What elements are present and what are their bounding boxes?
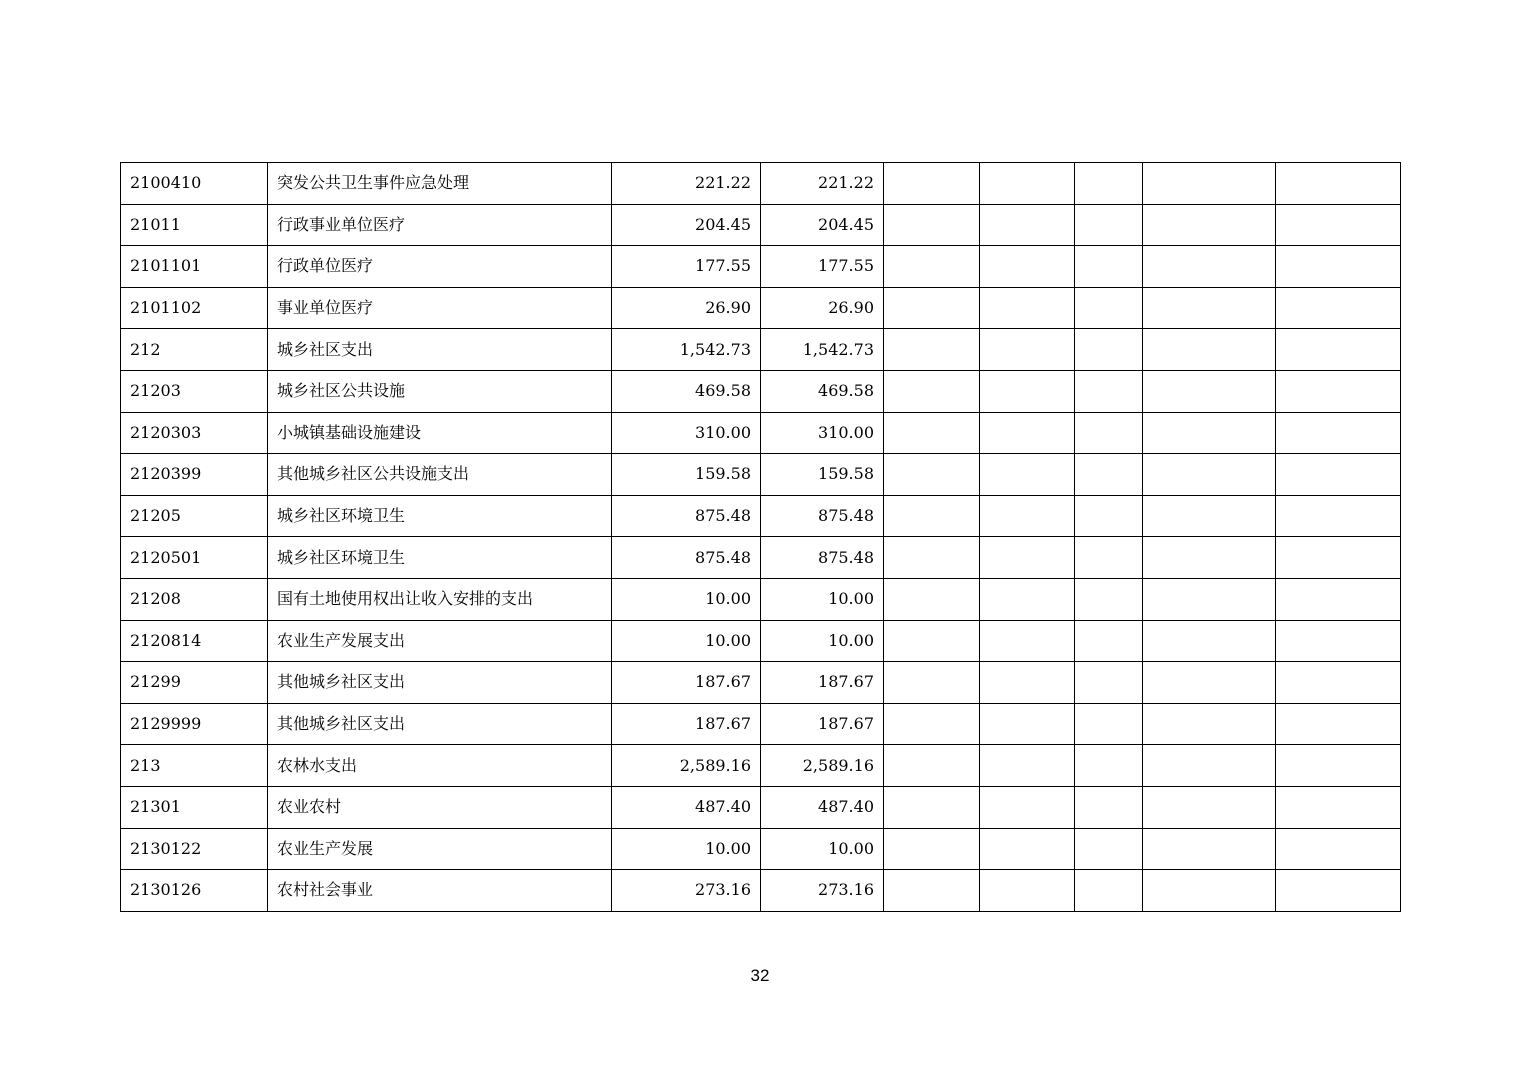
empty-cell — [980, 454, 1075, 496]
total-amount-cell: 204.45 — [612, 204, 761, 246]
subject-name-cell: 城乡社区公共设施 — [268, 370, 612, 412]
empty-cell — [1075, 537, 1143, 579]
empty-cell — [1143, 620, 1276, 662]
table-row — [121, 370, 1401, 412]
empty-cell — [884, 870, 980, 912]
empty-cell — [980, 662, 1075, 704]
empty-cell — [884, 246, 980, 288]
subject-name-cell: 事业单位医疗 — [268, 287, 612, 329]
total-amount-cell: 187.67 — [612, 662, 761, 704]
empty-cell — [980, 163, 1075, 205]
empty-cell — [1075, 163, 1143, 205]
empty-cell — [980, 745, 1075, 787]
subject-code-cell: 2120303 — [121, 412, 268, 454]
subject-name-cell: 城乡社区环境卫生 — [268, 537, 612, 579]
basic-amount-cell: 10.00 — [761, 578, 884, 620]
subject-code-cell: 2101102 — [121, 287, 268, 329]
table-row — [121, 495, 1401, 537]
empty-cell — [1143, 662, 1276, 704]
table-row — [121, 578, 1401, 620]
empty-cell — [1276, 828, 1401, 870]
empty-cell — [980, 703, 1075, 745]
empty-cell — [1276, 329, 1401, 371]
empty-cell — [980, 786, 1075, 828]
subject-name-cell: 农业生产发展 — [268, 828, 612, 870]
empty-cell — [1143, 703, 1276, 745]
empty-cell — [1143, 246, 1276, 288]
empty-cell — [1143, 287, 1276, 329]
subject-name-cell: 农林水支出 — [268, 745, 612, 787]
subject-code-cell: 21301 — [121, 786, 268, 828]
table-row — [121, 703, 1401, 745]
empty-cell — [1075, 745, 1143, 787]
basic-amount-cell: 875.48 — [761, 537, 884, 579]
table-row — [121, 454, 1401, 496]
subject-name-cell: 小城镇基础设施建设 — [268, 412, 612, 454]
empty-cell — [884, 620, 980, 662]
empty-cell — [980, 870, 1075, 912]
empty-cell — [1075, 287, 1143, 329]
table-row — [121, 870, 1401, 912]
subject-code-cell: 2130126 — [121, 870, 268, 912]
empty-cell — [980, 828, 1075, 870]
subject-name-cell: 农业生产发展支出 — [268, 620, 612, 662]
table-row — [121, 246, 1401, 288]
subject-code-cell: 21203 — [121, 370, 268, 412]
basic-amount-cell: 487.40 — [761, 786, 884, 828]
empty-cell — [1075, 828, 1143, 870]
empty-cell — [1143, 537, 1276, 579]
empty-cell — [884, 537, 980, 579]
empty-cell — [884, 495, 980, 537]
empty-cell — [884, 329, 980, 371]
subject-code-cell: 21299 — [121, 662, 268, 704]
total-amount-cell: 1,542.73 — [612, 329, 761, 371]
empty-cell — [884, 204, 980, 246]
empty-cell — [980, 537, 1075, 579]
empty-cell — [1276, 287, 1401, 329]
page-number: 32 — [750, 966, 770, 985]
empty-cell — [1075, 204, 1143, 246]
empty-cell — [1143, 495, 1276, 537]
table-row — [121, 786, 1401, 828]
empty-cell — [1276, 204, 1401, 246]
subject-code-cell: 2120814 — [121, 620, 268, 662]
empty-cell — [884, 454, 980, 496]
basic-amount-cell: 875.48 — [761, 495, 884, 537]
empty-cell — [1075, 786, 1143, 828]
empty-cell — [884, 412, 980, 454]
empty-cell — [1075, 870, 1143, 912]
empty-cell — [884, 662, 980, 704]
empty-cell — [1143, 745, 1276, 787]
total-amount-cell: 310.00 — [612, 412, 761, 454]
empty-cell — [1143, 204, 1276, 246]
table-row — [121, 287, 1401, 329]
empty-cell — [1276, 703, 1401, 745]
empty-cell — [1075, 620, 1143, 662]
subject-code-cell: 21208 — [121, 578, 268, 620]
basic-amount-cell: 273.16 — [761, 870, 884, 912]
subject-name-cell: 农村社会事业 — [268, 870, 612, 912]
total-amount-cell: 187.67 — [612, 703, 761, 745]
empty-cell — [1143, 329, 1276, 371]
empty-cell — [1143, 786, 1276, 828]
basic-amount-cell: 221.22 — [761, 163, 884, 205]
table-row — [121, 163, 1401, 205]
table-row — [121, 828, 1401, 870]
empty-cell — [980, 412, 1075, 454]
empty-cell — [1075, 329, 1143, 371]
subject-name-cell: 行政事业单位医疗 — [268, 204, 612, 246]
empty-cell — [980, 287, 1075, 329]
empty-cell — [884, 745, 980, 787]
subject-name-cell: 行政单位医疗 — [268, 246, 612, 288]
empty-cell — [1276, 620, 1401, 662]
table-row — [121, 745, 1401, 787]
empty-cell — [884, 703, 980, 745]
empty-cell — [884, 370, 980, 412]
total-amount-cell: 10.00 — [612, 828, 761, 870]
basic-amount-cell: 2,589.16 — [761, 745, 884, 787]
empty-cell — [1276, 537, 1401, 579]
total-amount-cell: 875.48 — [612, 537, 761, 579]
table-row — [121, 329, 1401, 371]
total-amount-cell: 177.55 — [612, 246, 761, 288]
empty-cell — [1075, 662, 1143, 704]
empty-cell — [884, 578, 980, 620]
basic-amount-cell: 10.00 — [761, 828, 884, 870]
empty-cell — [1276, 495, 1401, 537]
table-row — [121, 537, 1401, 579]
subject-name-cell: 突发公共卫生事件应急处理 — [268, 163, 612, 205]
empty-cell — [1075, 578, 1143, 620]
empty-cell — [1276, 786, 1401, 828]
subject-name-cell: 其他城乡社区支出 — [268, 662, 612, 704]
basic-amount-cell: 187.67 — [761, 662, 884, 704]
table-row — [121, 204, 1401, 246]
empty-cell — [980, 204, 1075, 246]
empty-cell — [884, 163, 980, 205]
total-amount-cell: 10.00 — [612, 620, 761, 662]
basic-amount-cell: 1,542.73 — [761, 329, 884, 371]
subject-name-cell: 其他城乡社区公共设施支出 — [268, 454, 612, 496]
empty-cell — [1075, 412, 1143, 454]
empty-cell — [1276, 246, 1401, 288]
basic-amount-cell: 469.58 — [761, 370, 884, 412]
basic-amount-cell: 10.00 — [761, 620, 884, 662]
subject-code-cell: 2100410 — [121, 163, 268, 205]
empty-cell — [1143, 412, 1276, 454]
subject-code-cell: 213 — [121, 745, 268, 787]
subject-code-cell: 2129999 — [121, 703, 268, 745]
total-amount-cell: 469.58 — [612, 370, 761, 412]
empty-cell — [1276, 370, 1401, 412]
subject-name-cell: 国有土地使用权出让收入安排的支出 — [268, 578, 612, 620]
empty-cell — [1276, 745, 1401, 787]
subject-code-cell: 2120399 — [121, 454, 268, 496]
empty-cell — [980, 370, 1075, 412]
empty-cell — [884, 287, 980, 329]
subject-name-cell: 城乡社区环境卫生 — [268, 495, 612, 537]
subject-code-cell: 212 — [121, 329, 268, 371]
empty-cell — [1276, 163, 1401, 205]
subject-code-cell: 2101101 — [121, 246, 268, 288]
subject-code-cell: 2130122 — [121, 828, 268, 870]
basic-amount-cell: 204.45 — [761, 204, 884, 246]
table-body — [121, 163, 1401, 912]
basic-amount-cell: 26.90 — [761, 287, 884, 329]
empty-cell — [1143, 163, 1276, 205]
basic-amount-cell: 187.67 — [761, 703, 884, 745]
empty-cell — [1276, 662, 1401, 704]
basic-amount-cell: 159.58 — [761, 454, 884, 496]
expenditure-table — [120, 162, 1401, 912]
empty-cell — [980, 495, 1075, 537]
total-amount-cell: 10.00 — [612, 578, 761, 620]
total-amount-cell: 487.40 — [612, 786, 761, 828]
table-row — [121, 620, 1401, 662]
subject-name-cell: 农业农村 — [268, 786, 612, 828]
empty-cell — [980, 620, 1075, 662]
total-amount-cell: 221.22 — [612, 163, 761, 205]
subject-code-cell: 21011 — [121, 204, 268, 246]
empty-cell — [980, 578, 1075, 620]
empty-cell — [1143, 828, 1276, 870]
empty-cell — [1075, 495, 1143, 537]
basic-amount-cell: 177.55 — [761, 246, 884, 288]
total-amount-cell: 273.16 — [612, 870, 761, 912]
empty-cell — [1276, 578, 1401, 620]
empty-cell — [1075, 246, 1143, 288]
subject-code-cell: 21205 — [121, 495, 268, 537]
empty-cell — [884, 828, 980, 870]
empty-cell — [1276, 412, 1401, 454]
empty-cell — [1276, 870, 1401, 912]
empty-cell — [1143, 454, 1276, 496]
empty-cell — [1143, 578, 1276, 620]
empty-cell — [884, 786, 980, 828]
empty-cell — [980, 329, 1075, 371]
subject-code-cell: 2120501 — [121, 537, 268, 579]
table-row — [121, 662, 1401, 704]
empty-cell — [1143, 370, 1276, 412]
empty-cell — [1075, 454, 1143, 496]
total-amount-cell: 875.48 — [612, 495, 761, 537]
subject-name-cell: 其他城乡社区支出 — [268, 703, 612, 745]
table-row — [121, 412, 1401, 454]
subject-name-cell: 城乡社区支出 — [268, 329, 612, 371]
total-amount-cell: 2,589.16 — [612, 745, 761, 787]
total-amount-cell: 159.58 — [612, 454, 761, 496]
empty-cell — [1075, 370, 1143, 412]
empty-cell — [1075, 703, 1143, 745]
empty-cell — [1276, 454, 1401, 496]
total-amount-cell: 26.90 — [612, 287, 761, 329]
basic-amount-cell: 310.00 — [761, 412, 884, 454]
empty-cell — [980, 246, 1075, 288]
empty-cell — [1143, 870, 1276, 912]
